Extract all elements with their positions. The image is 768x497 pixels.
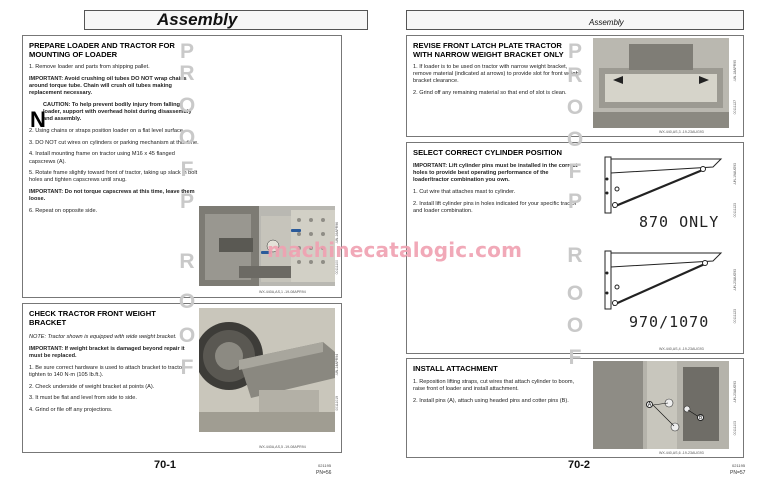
step-text: 3. DO NOT cut wires on cylinders or parking mechanism at this time. xyxy=(29,139,199,146)
callout-b: B xyxy=(698,415,703,421)
attachment-photo xyxy=(593,361,729,449)
photo-code: 00111100 xyxy=(335,260,339,275)
watermark-letter: O xyxy=(178,126,196,149)
cylinder-position-body xyxy=(413,163,585,220)
diagram-tag: -UN-19AUG93 xyxy=(733,163,737,186)
watermark-letter: P xyxy=(179,40,194,63)
attachment-illustration xyxy=(593,361,729,449)
diagram-code: 00111123 xyxy=(733,309,737,324)
latch-plate-photo xyxy=(593,38,729,128)
photo-code: 00111103 xyxy=(733,421,737,436)
left-page-number: 70-1 xyxy=(154,459,177,471)
photo-tag: -UN-18APR95 xyxy=(733,60,737,82)
right-page-title: Assembly xyxy=(589,18,624,27)
watermark-letter: F xyxy=(568,346,582,369)
capscrew-marker xyxy=(291,229,301,232)
prepare-loader-body xyxy=(29,64,199,220)
caution-text: CAUTION: To help prevent bodily injury from falling loader, support with overhead hoist during disassembly and assembly. xyxy=(43,101,192,123)
watermark-letter: R xyxy=(567,244,583,267)
step-text: 4. Install mounting frame on tractor using M16 x 45 flanged capscrews (A). xyxy=(29,151,175,165)
watermark-letter: F xyxy=(180,356,194,379)
important-text: IMPORTANT: If weight bracket is damaged beyond repair it must be replaced. xyxy=(29,345,185,359)
photo-code: 00111127 xyxy=(733,100,737,115)
watermark-letter: P xyxy=(567,190,582,213)
left-header-box xyxy=(84,10,368,30)
cylinder-diagram-870 xyxy=(593,147,729,239)
left-page-code: 021195 xyxy=(318,463,332,468)
diagram-code: 00111123 xyxy=(733,203,737,218)
weight-bracket-body xyxy=(29,334,197,419)
step-text: 1. Reposition lifting straps, cut wires that attach cylinder to boom, raise front of loader and install attachment. xyxy=(413,379,575,393)
latch-plate-illustration xyxy=(593,38,729,128)
watermark-letter: P xyxy=(179,190,194,213)
photo-tag: -UN-16APR96 xyxy=(335,222,339,244)
right-page-number: 70-2 xyxy=(568,459,591,471)
note-text: NOTE: Tractor shown is equipped with wide weight bracket. xyxy=(29,334,177,340)
watermark-letter: F xyxy=(180,158,194,181)
right-pn: PN=57 xyxy=(730,470,746,476)
site-watermark: machinecatalogic.com xyxy=(267,238,523,262)
watermark-letter: O xyxy=(566,314,584,337)
watermark-letter: F xyxy=(568,160,582,183)
photo-tag: -UN-14APR94 xyxy=(335,354,339,376)
step-text: 4. Grind or file off any projections. xyxy=(29,406,113,413)
weight-bracket-heading: CHECK TRACTOR FRONT WEIGHT BRACKET xyxy=(29,309,156,327)
section-reference: WX.440A,AS,5 -19-08APR94 xyxy=(259,445,306,449)
step-text: 5. Rotate frame slightly toward front of tractor, taking up slack in bolt holes and tighten capscrews until snug. xyxy=(29,170,198,184)
important-text: IMPORTANT: Lift cylinder pins must be installed in the correct holes to provide best operating performance of the loader/tractor combination you own. xyxy=(413,163,578,184)
section-reference: WX.440,AS,3 -19-23AUG93 xyxy=(659,130,704,134)
cylinder-label-870: 870 ONLY xyxy=(639,213,720,231)
watermark-letter: O xyxy=(178,290,196,313)
step-text: 1. Be sure correct hardware is used to attach bracket to tractor, tighten to 140 N·m (105 lb.ft.). xyxy=(29,364,186,378)
watermark-letter: P xyxy=(567,40,582,63)
latch-plate-body xyxy=(413,64,583,102)
cylinder-label-970-1070: 970/1070 xyxy=(629,313,710,331)
right-page-code: 021195 xyxy=(732,463,746,468)
watermark-letter: O xyxy=(566,128,584,151)
weight-bracket-photo xyxy=(199,308,335,432)
step-text: 2. Using chains or straps position loader on a flat level surface. xyxy=(29,127,185,134)
left-pn: PN=56 xyxy=(316,470,332,476)
step-text: 2. Grind off any remaining material so that end of slot is clean. xyxy=(413,90,567,97)
watermark-letter: R xyxy=(179,62,195,85)
install-attachment-section xyxy=(406,358,744,458)
prepare-loader-heading: PREPARE LOADER AND TRACTOR FOR MOUNTING OF LOADER xyxy=(29,41,175,59)
left-page-title: Assembly xyxy=(157,10,238,29)
diagram-tag: -UN-23AUG93 xyxy=(733,269,737,292)
watermark-letter: O xyxy=(566,282,584,305)
caution-symbol: N xyxy=(30,107,46,132)
watermark-letter: R xyxy=(567,64,583,87)
watermark-letter: O xyxy=(178,94,196,117)
step-text: 3. It must be flat and level from side to side. xyxy=(29,395,137,402)
section-reference: WX.440,AS,4 -19-23AUG93 xyxy=(659,347,704,351)
right-header-box xyxy=(406,10,744,30)
cylinder-diagram-970-1070 xyxy=(593,243,729,339)
step-text: 1. Cut wire that attaches mast to cylinder. xyxy=(413,189,516,196)
section-reference: WX.440,AS,6 -19-23AUG93 xyxy=(659,451,704,455)
watermark-letter: O xyxy=(178,324,196,347)
step-text: 6. Repeat on opposite side. xyxy=(29,208,98,215)
step-text: 2. Check underside of weight bracket at points (A). xyxy=(29,383,155,390)
watermark-letter: O xyxy=(566,96,584,119)
step-text: 2. Install lift cylinder pins in holes indicated for your specific tractor and loader combination. xyxy=(413,200,577,215)
callout-a: A xyxy=(647,402,652,408)
photo-tag: -UN-23AUG93 xyxy=(733,381,737,404)
install-attachment-body xyxy=(413,379,583,410)
important-text: IMPORTANT: Do not torque capscrews at this time, leave them loose. xyxy=(29,189,195,203)
watermark-letter: R xyxy=(179,250,195,273)
latch-plate-heading: REVISE FRONT LATCH PLATE TRACTOR WITH NARROW WEIGHT BRACKET ONLY xyxy=(413,41,564,59)
step-text: 1. Remove loader and parts from shipping pallet. xyxy=(29,64,150,70)
cylinder-position-heading: SELECT CORRECT CYLINDER POSITION xyxy=(413,148,562,157)
install-attachment-heading: INSTALL ATTACHMENT xyxy=(413,364,498,373)
important-text: IMPORTANT: Avoid crushing oil tubes DO NOT wrap chains around torque tube. Chain will crush oil tubes making replacement necessary. xyxy=(29,75,187,97)
photo-code: 00111019 xyxy=(335,396,339,411)
weight-bracket-illustration xyxy=(199,308,335,432)
step-text: 2. Install pins (A), attach using headed pins and cotter pins (B). xyxy=(413,397,569,404)
step-text: 1. If loader is to be used on tractor with narrow weight bracket, remove material (indicated at arrows) to provide slot for front weight bracket clearance. xyxy=(413,64,581,85)
section-reference: WX.440A,AS,1 -19-08APR94 xyxy=(259,290,306,294)
